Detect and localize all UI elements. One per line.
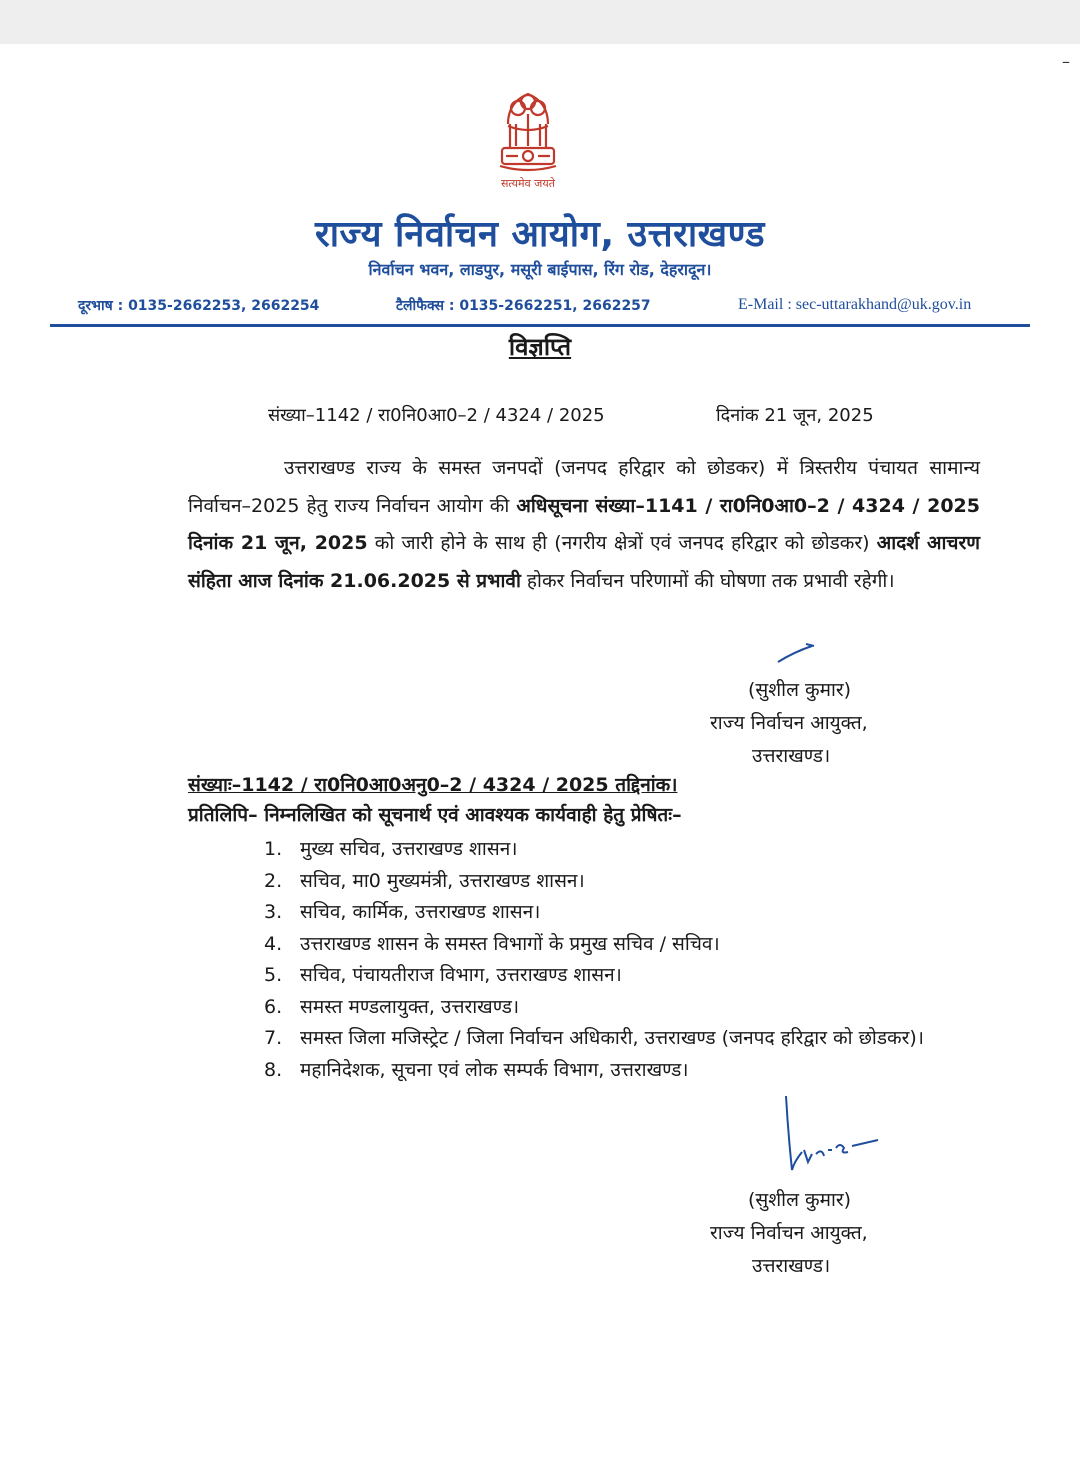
list-item-number: 8. (264, 1058, 283, 1081)
signature-tick-icon (776, 640, 820, 666)
list-item-text: मुख्य सचिव, उत्तराखण्ड शासन। (300, 838, 518, 860)
code-of-conduct-statement: आदर्श आचरण संहिता आज दिनांक 21.06.2025 से प्रभावी (188, 532, 980, 592)
list-item-number: 7. (264, 1027, 283, 1049)
signature-block (710, 674, 868, 773)
signatory-state: उत्तराखण्ड। (752, 745, 831, 767)
list-item-text: समस्त जिला मजिस्ट्रेट / जिला निर्वाचन अधिकारी, उत्तराखण्ड (जनपद हरिद्वार को छोडकर)। (300, 1027, 924, 1049)
list-item-text: उत्तराखण्ड शासन के समस्त विभागों के प्रमुख सचिव / सचिव। (300, 932, 720, 955)
phone-number: दूरभाष : 0135-2662253, 2662254 (78, 298, 320, 314)
copy-signatory-name: (सुशील कुमार) (748, 1189, 852, 1211)
notice-title: विज्ञप्ति (508, 333, 572, 361)
contact-row (0, 296, 1080, 318)
list-item (264, 1023, 980, 1055)
copy-signature-block (710, 1184, 868, 1283)
list-item-number: 4. (264, 932, 283, 955)
recipients-list (264, 834, 980, 1086)
list-item (264, 834, 980, 866)
list-item (264, 1055, 980, 1087)
top-band (0, 0, 1080, 44)
body-text-1: उत्तराखण्ड राज्य के समस्त जनपदों (जनपद हरिद्वार को छोडकर) में त्रिस्तरीय पंचायत सामान्य निर्वाचन–2025 हेतु राज्य निर्वाचन आयोग की (188, 457, 980, 517)
list-item-text: सचिव, मा0 मुख्यमंत्री, उत्तराखण्ड शासन। (300, 869, 585, 892)
notification-reference: अधिसूचना संख्या–1141 / रा0नि0आ0–2 / 4324 / 2025 दिनांक 21 जून, 2025 (188, 494, 980, 554)
list-item-number: 5. (264, 964, 283, 986)
list-item-text: सचिव, पंचायतीराज विभाग, उत्तराखण्ड शासन। (300, 964, 622, 986)
list-item-text: समस्त मण्डलायुक्त, उत्तराखण्ड। (300, 995, 520, 1018)
signatory-name: (सुशील कुमार) (748, 679, 852, 701)
header-divider (50, 324, 1030, 327)
signatory-designation: राज्य निर्वाचन आयुक्त, (710, 712, 868, 734)
emblem-motto: सत्यमेव जयते (500, 177, 555, 190)
notice-date: दिनांक 21 जून, 2025 (716, 405, 874, 426)
list-item-text: महानिदेशक, सूचना एवं लोक सम्पर्क विभाग, उत्तराखण्ड। (300, 1058, 689, 1081)
copy-heading: प्रतिलिपि– निम्नलिखित को सूचनार्थ एवं आवश्यक कार्यवाही हेतु प्रेषितः– (188, 804, 682, 826)
reference-number: संख्या–1142 / रा0नि0आ0–2 / 4324 / 2025 (268, 405, 605, 426)
list-item (264, 992, 980, 1024)
list-item (264, 929, 980, 961)
list-item-number: 1. (264, 838, 283, 860)
telefax-number: टैलीफैक्स : 0135-2662251, 2662257 (396, 298, 651, 314)
copy-signatory-state: उत्तराखण्ड। (752, 1255, 831, 1277)
handwritten-initials-icon (778, 1092, 888, 1182)
copy-signatory-designation: राज्य निर्वाचन आयुक्त, (710, 1222, 868, 1244)
list-item-number: 3. (264, 901, 283, 923)
list-item (264, 897, 980, 929)
corner-mark: – (1062, 52, 1070, 71)
email-address: E-Mail : sec-uttarakhand@uk.gov.in (738, 296, 972, 313)
list-item-number: 6. (264, 995, 283, 1018)
body-text-2: को जारी होने के साथ ही (नगरीय क्षेत्रों एवं जनपद हरिद्वार को छोडकर) (367, 532, 877, 554)
copy-reference-number: संख्याः–1142 / रा0नि0आ0अनु0–2 / 4324 / 2025 तद्दिनांक। (188, 774, 678, 796)
list-item-text: सचिव, कार्मिक, उत्तराखण्ड शासन। (300, 901, 541, 923)
notice-body (188, 450, 980, 600)
list-item (264, 866, 980, 898)
organization-address: निर्वाचन भवन, लाडपुर, मसूरी बाईपास, रिंग रोड, देहरादून। (368, 260, 712, 279)
list-item (264, 960, 980, 992)
organization-name: राज्य निर्वाचन आयोग, उत्तराखण्ड (314, 214, 765, 255)
body-text-3: होकर निर्वाचन परिणामों की घोषणा तक प्रभावी रहेगी। (520, 569, 895, 592)
list-item-number: 2. (264, 869, 283, 892)
